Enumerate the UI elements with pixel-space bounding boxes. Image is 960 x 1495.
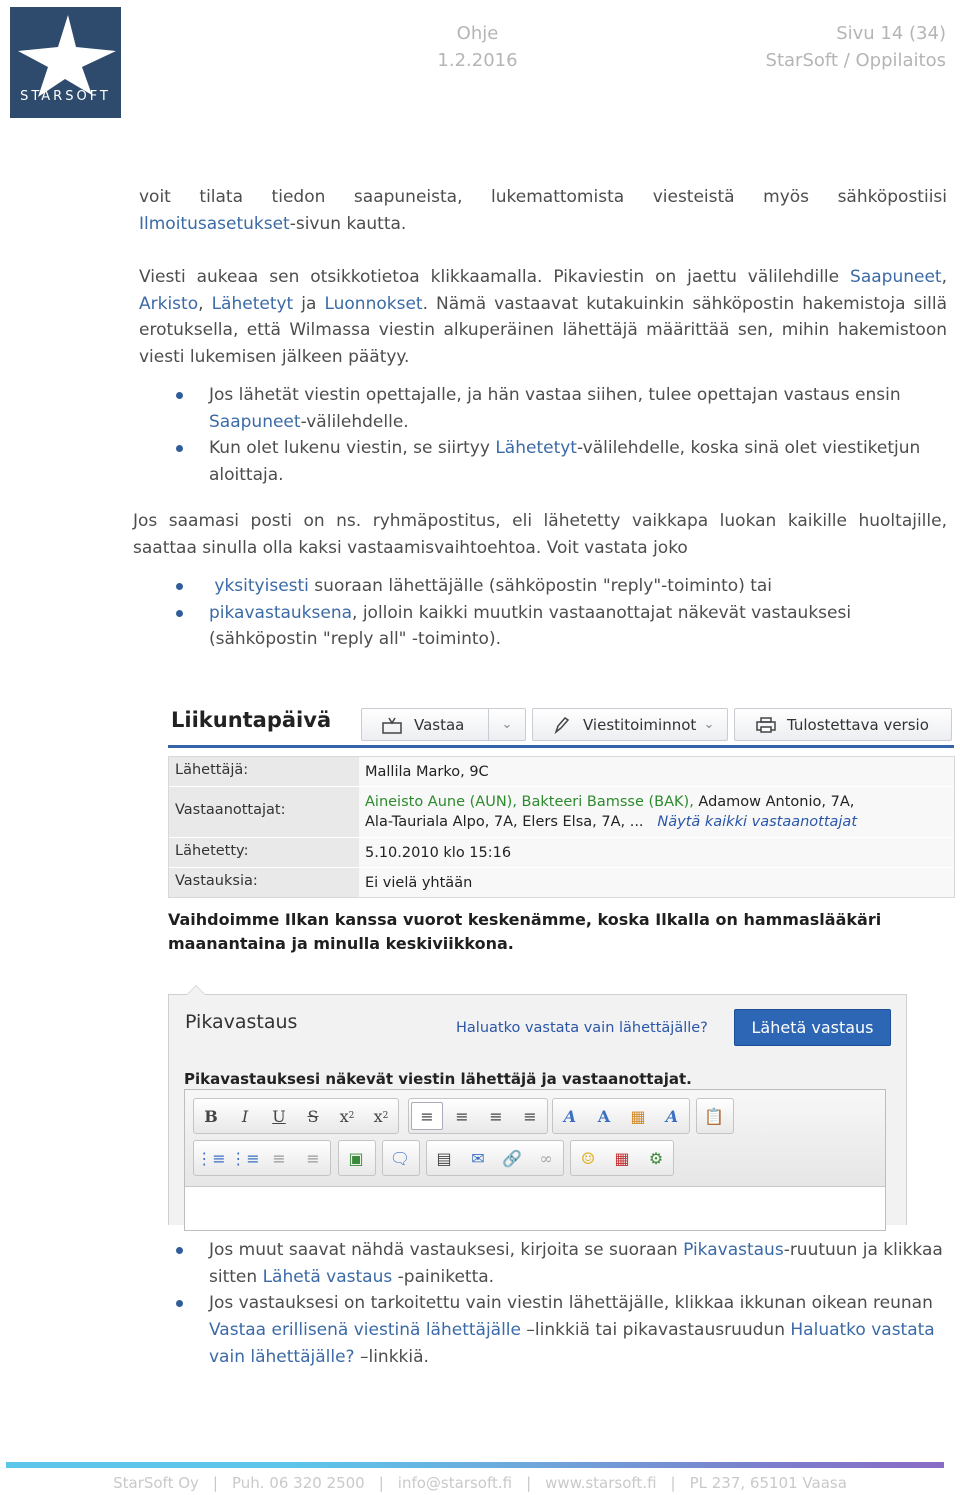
align-justify-icon[interactable]: ≡ [523,1106,537,1126]
list-item [209,573,939,600]
bullet-text-tail: -painiketta. [392,1266,495,1287]
reply-only-sender-link[interactable]: Haluatko vastata vain lähettäjälle? [456,1020,708,1036]
align-left-icon[interactable]: ≡ [411,1102,443,1130]
horizontal-rule-icon[interactable]: ▤ [436,1148,452,1168]
message-body: Vaihdoimme Ilkan kanssa vuorot keskenämme, koska Ilkalla on hammaslääkäri maanantaina ja minulla keskiviikkona. [168,910,882,953]
footer-email[interactable]: info@starsoft.fi [397,1474,513,1492]
link-yksityisesti[interactable]: yksityisesti [214,576,309,596]
doc-header-center [380,20,575,74]
link-pikavastauksena[interactable]: pikavastauksena [209,602,353,623]
email-link-icon[interactable]: ✉ [471,1148,485,1168]
recipients-teachers: Aineisto Aune (AUN), Bakteeri Bamsse (BAK), [365,794,694,810]
calendar-icon[interactable]: ▦ [614,1148,630,1168]
strikethrough-icon[interactable]: S [307,1106,319,1126]
starsoft-logo [10,7,121,118]
paragraph-1-line2 [139,211,947,238]
p2-text-4: ja [293,293,325,314]
reply-label: Vastaa [414,715,465,734]
comment-group [382,1140,420,1176]
message-actions-button[interactable] [532,708,728,741]
table-row [169,868,954,897]
footer-web[interactable]: www.starsoft.fi [545,1474,657,1492]
underline-icon[interactable]: U [272,1106,286,1126]
bullet-text: Jos vastauksesi on tarkoitettu vain viestin lähettäjälle, klikkaa ikkunan oikean reunan [209,1293,933,1314]
bullet-text-mid: -ruutuun ja klikkaa sitten [209,1240,943,1287]
insert-image-icon[interactable]: ▣ [348,1148,364,1168]
highlight-color-icon[interactable]: A [597,1106,611,1126]
show-all-recipients-link[interactable]: Näytä kaikki vastaanottajat [657,814,858,830]
table-row [169,838,954,868]
message-actions-label: Viestitoiminnot [583,715,697,734]
paragraph-2 [139,264,947,371]
organization: StarSoft / Oppilaitos [765,50,946,71]
chevron-down-icon[interactable]: ⌄ [703,717,715,732]
paragraph-1-line1: voit tilata tiedon saapuneista, lukemattomista viesteistä myös sähköpostiisi [139,187,947,207]
superscript-icon[interactable]: x 2 [373,1106,389,1126]
link-saapuneet[interactable]: Saapuneet [850,267,942,287]
smiley-icon[interactable]: ☺ [580,1148,596,1168]
preview-icon[interactable]: ⚙ [648,1148,664,1168]
replies-value: Ei vielä yhtään [359,868,954,897]
print-version-button[interactable] [734,708,952,741]
sender-label: Lähettäjä: [169,757,359,786]
hyperlink-icon[interactable]: 🔗 [502,1148,522,1168]
rich-text-editor[interactable] [184,1089,886,1231]
paragraph-3: Jos saamasi posti on ns. ryhmäpostitus, eli lähetetty vaikkapa luokan kaikille huoltajille, saattaa sinulla olla kaksi vastaamisvaihtoehtoa. Voit vastata joko [133,511,947,558]
message-meta-table [168,756,955,898]
bullet-text-tail: –linkkiä. [354,1346,429,1367]
reply-button[interactable] [361,708,526,741]
list-item [209,600,939,653]
link-group [426,1140,564,1176]
callout-notch [186,985,206,995]
sent-label: Lähetetty: [169,838,359,867]
message-title: Liikuntapäivä [171,708,332,732]
link-ilmoitusasetukset[interactable]: Ilmoitusasetukset [139,213,290,234]
bullet-text-mid: –linkkiä tai pikavastausruudun [521,1320,791,1341]
link-pikavastaus[interactable]: Pikavastaus [683,1240,784,1260]
footer-company: StarSoft Oy [113,1474,199,1492]
numbered-list-icon[interactable]: ⋮≡ [230,1148,260,1168]
link-lahetetyt[interactable]: Lähetetyt [495,438,577,459]
link-laheta-vastaus[interactable]: Lähetä vastaus [262,1266,393,1287]
recipients-label: Vastaanottajat: [169,787,359,837]
footer-address: PL 237, 65101 Vaasa [689,1474,847,1492]
send-reply-button[interactable]: Lähetä vastaus [734,1009,891,1046]
footer: StarSoft Oy | Puh. 06 320 2500 | info@starsoft.fi | www.starsoft.fi | PL 237, 65101 Vaasa [113,1474,847,1492]
bullet-text-tail: -välilehdelle, koska sinä olet viestiketjun aloittaja. [209,438,921,486]
list-item [209,435,939,488]
p2-text-5: . Nämä vastaavat kutakuinkin sähköpostin hakemistoja sillä erotuksella, että Wilmassa viestin alkuperäinen lähettäjä määrittää sen, mihin hakemistoon viesti lukemisen jälkeen päätyy. [139,293,948,368]
p2-text-3: , [198,293,212,314]
p2-text-2: , [941,267,947,287]
recipients-students-more: Ala-Tauriala Alpo, 7A, Elers Elsa, 7A, ... [365,814,644,830]
bullet-text: Jos lähetät viestin opettajalle, ja hän vastaa siihen, tulee opettajan vastaus ensin [209,385,901,405]
list-group [193,1140,331,1176]
doc-title: Ohje [456,23,499,44]
bullet-list-icon[interactable]: ⋮≡ [196,1148,226,1168]
bullet-text-tail: , jolloin kaikki muutkin vastaanottajat näkevät vastauksesi (sähköpostin "reply all" -toiminto). [209,602,852,650]
speech-bubble-icon[interactable]: 🗨 [389,1148,411,1168]
logo-text: STARSOFT [20,89,111,104]
sender-value: Mallila Marko, 9C [359,757,954,786]
align-group [408,1098,548,1134]
paste-group [696,1098,734,1134]
bullet-text-tail: -välilehdelle. [300,411,409,432]
reply-icon [382,716,402,734]
color-group [552,1098,690,1134]
quick-reply-note: Pikavastauksesi näkevät viestin lähettäjä ja vastaanottajat. [184,1070,692,1088]
link-arkisto[interactable]: Arkisto [139,293,199,314]
list-item [209,1237,944,1290]
bullet-text-tail: suoraan lähettäjälle (sähköpostin "reply"-toiminto) tai [308,576,773,596]
italic-icon[interactable]: I [241,1106,249,1126]
footer-phone: Puh. 06 320 2500 [231,1474,365,1492]
pencil-icon [551,716,571,734]
insert-group [338,1140,376,1176]
bullet-list-1 [209,382,939,489]
indent-icon[interactable]: ≡ [306,1148,320,1168]
table-icon[interactable]: ▦ [630,1106,646,1126]
p2-text-1: Viesti aukeaa sen otsikkotietoa klikkaamalla. Pikaviestin on jaettu välilehdille [139,267,851,287]
misc-group [570,1140,674,1176]
list-item [209,382,939,435]
quick-reply-title: Pikavastaus [185,1011,298,1033]
link-saapuneet[interactable]: Saapuneet [209,411,301,432]
paragraph-1-tail: -sivun kautta. [289,213,407,234]
link-luonnokset[interactable]: Luonnokset [324,293,423,314]
page-number: Sivu 14 (34) [836,23,946,44]
align-center-icon[interactable]: ≡ [455,1106,469,1126]
table-row [169,787,954,838]
paste-icon[interactable]: 📋 [704,1106,724,1126]
divider [168,745,954,748]
paragraph-1 [139,184,947,237]
footer-color-bar [6,1462,944,1468]
print-version-label: Tulostettava versio [787,715,929,734]
recipients-students: Adamow Antonio, 7A, [693,794,855,810]
replies-label: Vastauksia: [169,868,359,897]
bullet-text: Jos muut saavat nähdä vastauksesi, kirjoita se suoraan [209,1240,684,1260]
bullet-list-3 [209,1237,944,1371]
clear-format-icon[interactable]: A [665,1106,679,1126]
unlink-icon[interactable]: ∞ [539,1148,553,1168]
sent-value: 5.10.2010 klo 15:16 [359,838,954,867]
table-row [169,757,954,787]
list-item [209,1290,944,1370]
printer-icon [755,716,775,734]
doc-date: 1.2.2016 [437,50,518,71]
link-haluatko-vastata[interactable]: Haluatko vastata vain lähettäjälle? [209,1320,935,1367]
bullet-text: Kun olet lukenu viestin, se siirtyy [209,438,496,459]
chevron-down-icon[interactable]: ⌄ [488,709,525,740]
align-right-icon[interactable]: ≡ [489,1106,503,1126]
link-vastaa-erillisena[interactable]: Vastaa erillisenä viestinä lähettäjälle [209,1320,521,1341]
bold-icon[interactable]: B [204,1106,218,1126]
outdent-icon[interactable]: ≡ [272,1148,286,1168]
bullet-list-2 [209,573,939,653]
text-color-icon[interactable]: A [563,1106,577,1126]
format-group [193,1098,399,1134]
editor-toolbar [185,1090,885,1187]
quick-reply-panel [168,994,907,1225]
doc-header-right [766,20,946,74]
link-lahetetyt[interactable]: Lähetetyt [211,293,294,314]
recipients-value [359,787,954,837]
subscript-icon[interactable]: x 2 [339,1106,355,1126]
